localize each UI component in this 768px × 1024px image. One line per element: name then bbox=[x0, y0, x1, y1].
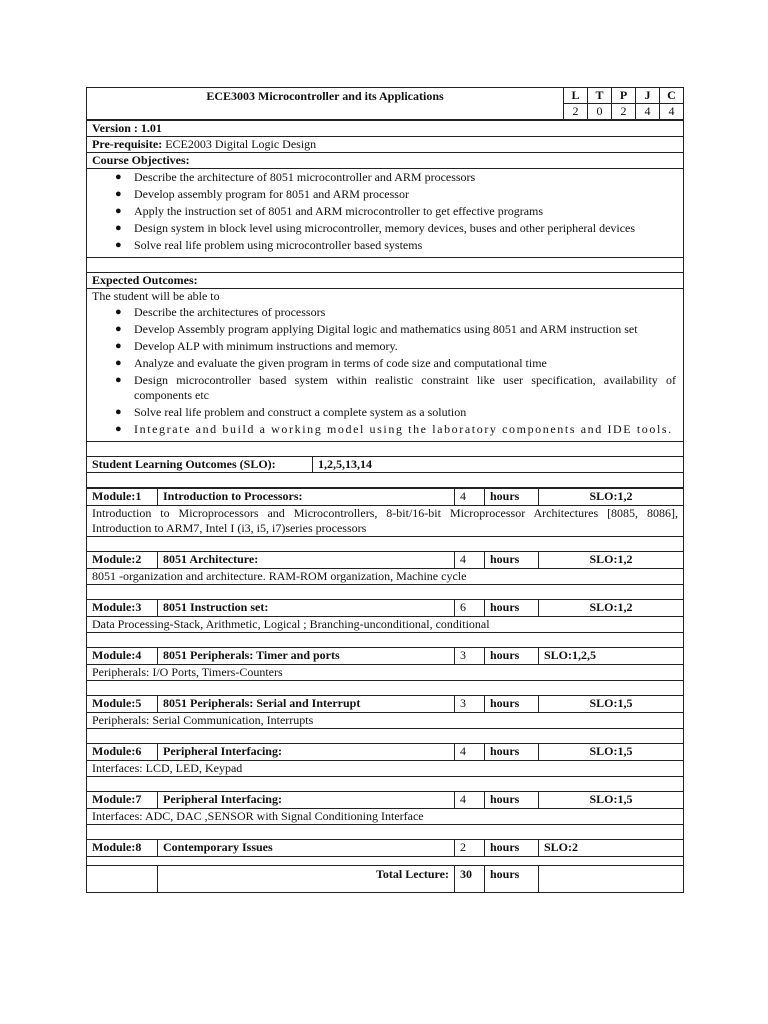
module-number: Module:7 bbox=[87, 792, 158, 809]
spacer-row bbox=[87, 473, 684, 488]
objective-item: ● Apply the instruction set of 8051 and ARM microcontroller to get effective programs bbox=[115, 204, 544, 218]
module-slo: SLO:1,5 bbox=[539, 696, 684, 713]
module-slo: SLO:1,2 bbox=[539, 600, 684, 617]
prerequisite-label: Pre-requisite: bbox=[92, 137, 163, 151]
total-lecture-hours-label: hours bbox=[485, 866, 539, 893]
module-number: Module:4 bbox=[87, 648, 158, 665]
course-title: ECE3003 Microcontroller and its Applications bbox=[87, 88, 564, 120]
outcome-item: ● Describe the architectures of processors bbox=[115, 305, 326, 319]
module-content: Interfaces: LCD, LED, Keypad bbox=[87, 761, 684, 777]
spacer-row bbox=[87, 585, 684, 600]
total-lecture-hours: 30 bbox=[455, 866, 485, 893]
objective-item: ● Describe the architecture of 8051 microcontroller and ARM processors bbox=[115, 170, 476, 184]
spacer-row bbox=[87, 537, 684, 552]
module-hours-label: hours bbox=[485, 552, 539, 569]
bullet-icon: ● bbox=[115, 340, 122, 352]
module-content: Data Processing-Stack, Arithmetic, Logical ; Branching-unconditional, conditional bbox=[87, 617, 684, 633]
module-hours: 2 bbox=[455, 840, 485, 857]
module-hours-label: hours bbox=[485, 648, 539, 665]
objective-item: ● Solve real life problem using microcontroller based systems bbox=[115, 238, 423, 252]
slo-label: Student Learning Outcomes (SLO): bbox=[87, 457, 313, 473]
ltpjc-header-c: C bbox=[660, 88, 684, 104]
course-header-table bbox=[86, 87, 684, 120]
module-title: Contemporary Issues bbox=[158, 840, 455, 857]
bullet-icon: ● bbox=[115, 323, 122, 335]
outcome-item: ● Analyze and evaluate the given program in terms of code size and computational time bbox=[115, 356, 547, 370]
spacer-row bbox=[87, 729, 684, 744]
outcome-item: ● Develop Assembly program applying Digital logic and mathematics using 8051 and ARM instruction set bbox=[115, 322, 638, 336]
ltpjc-header-l: L bbox=[564, 88, 588, 104]
outcomes-cell bbox=[87, 289, 684, 442]
module-title: 8051 Instruction set: bbox=[158, 600, 455, 617]
module-title: 8051 Peripherals: Timer and ports bbox=[158, 648, 455, 665]
ltpjc-header-t: T bbox=[588, 88, 612, 104]
outcomes-heading: Expected Outcomes: bbox=[87, 273, 684, 289]
prerequisite-row bbox=[87, 137, 684, 153]
module-row bbox=[87, 648, 684, 665]
module-hours-label: hours bbox=[485, 792, 539, 809]
module-row bbox=[87, 744, 684, 761]
module-title: Peripheral Interfacing: bbox=[158, 792, 455, 809]
module-slo: SLO:1,2,5 bbox=[539, 648, 684, 665]
module-content: Peripherals: I/O Ports, Timers-Counters bbox=[87, 665, 684, 681]
module-number: Module:8 bbox=[87, 840, 158, 857]
module-number: Module:2 bbox=[87, 552, 158, 569]
module-hours: 4 bbox=[455, 792, 485, 809]
objectives-list-cell bbox=[87, 169, 684, 258]
course-info-table bbox=[86, 120, 684, 488]
outcomes-list bbox=[92, 305, 678, 437]
prerequisite-value: ECE2003 Digital Logic Design bbox=[165, 137, 317, 151]
objective-item: ● Design system in block level using microcontroller, memory devices, buses and other peripheral devices bbox=[115, 221, 636, 235]
objective-item: ● Develop assembly program for 8051 and ARM processor bbox=[115, 187, 409, 201]
module-hours-label: hours bbox=[485, 840, 539, 857]
module-hours-label: hours bbox=[485, 696, 539, 713]
ltpjc-value-c: 4 bbox=[660, 104, 684, 120]
bullet-icon: ● bbox=[115, 222, 122, 234]
module-row bbox=[87, 792, 684, 809]
outcomes-intro: The student will be able to bbox=[92, 289, 220, 303]
ltpjc-header-p: P bbox=[612, 88, 636, 104]
module-title: 8051 Peripherals: Serial and Interrupt bbox=[158, 696, 455, 713]
outcome-item: ● Design microcontroller based system within realistic constraint like user specification, availability of components etc bbox=[115, 373, 677, 402]
spacer-row bbox=[87, 633, 684, 648]
module-content: Interfaces: ADC, DAC ,SENSOR with Signal Conditioning Interface bbox=[87, 809, 684, 825]
module-slo: SLO:2 bbox=[539, 840, 684, 857]
module-title: Introduction to Processors: bbox=[158, 489, 455, 506]
objectives-list bbox=[92, 170, 678, 253]
ltpjc-value-p: 2 bbox=[612, 104, 636, 120]
outcome-item: ● Develop ALP with minimum instructions and memory. bbox=[115, 339, 398, 353]
spacer-row bbox=[87, 681, 684, 696]
module-hours-label: hours bbox=[485, 744, 539, 761]
bullet-icon: ● bbox=[115, 374, 122, 386]
total-lecture-row bbox=[87, 866, 684, 893]
module-number: Module:3 bbox=[87, 600, 158, 617]
module-content: Introduction to Microprocessors and Microcontrollers, 8-bit/16-bit Microprocessor Architectures [8085, 8086], Introduction to ARM7, Intel I (i3, i5, i7)series processors bbox=[87, 506, 684, 537]
module-row bbox=[87, 600, 684, 617]
bullet-icon: ● bbox=[115, 171, 122, 183]
module-title: 8051 Architecture: bbox=[158, 552, 455, 569]
ltpjc-value-t: 0 bbox=[588, 104, 612, 120]
module-row bbox=[87, 552, 684, 569]
module-number: Module:5 bbox=[87, 696, 158, 713]
bullet-icon: ● bbox=[115, 239, 122, 251]
outcome-item: ● Integrate and build a working model using the laboratory components and IDE tools. bbox=[115, 422, 673, 436]
module-hours: 3 bbox=[455, 696, 485, 713]
module-row bbox=[87, 489, 684, 506]
module-slo: SLO:1,5 bbox=[539, 744, 684, 761]
module-hours: 4 bbox=[455, 552, 485, 569]
module-hours: 4 bbox=[455, 744, 485, 761]
module-content: Peripherals: Serial Communication, Interrupts bbox=[87, 713, 684, 729]
module-number: Module:6 bbox=[87, 744, 158, 761]
module-hours: 3 bbox=[455, 648, 485, 665]
module-slo: SLO:1,2 bbox=[539, 552, 684, 569]
modules-table bbox=[86, 488, 684, 893]
syllabus-page bbox=[86, 87, 683, 893]
ltpjc-header-j: J bbox=[636, 88, 660, 104]
module-row bbox=[87, 696, 684, 713]
module-hours-label: hours bbox=[485, 600, 539, 617]
bullet-icon: ● bbox=[115, 188, 122, 200]
module-hours-label: hours bbox=[485, 489, 539, 506]
spacer-row bbox=[87, 857, 684, 866]
spacer-row bbox=[87, 777, 684, 792]
version-label: Version : 1.01 bbox=[87, 121, 684, 137]
module-hours: 6 bbox=[455, 600, 485, 617]
slo-value: 1,2,5,13,14 bbox=[313, 457, 684, 473]
module-slo: SLO:1,5 bbox=[539, 792, 684, 809]
module-row bbox=[87, 840, 684, 857]
total-empty-cell bbox=[87, 866, 158, 893]
module-number: Module:1 bbox=[87, 489, 158, 506]
ltpjc-value-j: 4 bbox=[636, 104, 660, 120]
spacer-row bbox=[87, 825, 684, 840]
bullet-icon: ● bbox=[115, 423, 124, 435]
bullet-icon: ● bbox=[115, 205, 122, 217]
total-lecture-label: Total Lecture: bbox=[158, 866, 455, 893]
module-hours: 4 bbox=[455, 489, 485, 506]
spacer-row bbox=[87, 442, 684, 457]
bullet-icon: ● bbox=[115, 406, 122, 418]
bullet-icon: ● bbox=[115, 357, 122, 369]
total-empty-cell bbox=[539, 866, 684, 893]
bullet-icon: ● bbox=[115, 306, 122, 318]
objectives-heading: Course Objectives: bbox=[87, 153, 684, 169]
module-content: 8051 -organization and architecture. RAM-ROM organization, Machine cycle bbox=[87, 569, 684, 585]
module-title: Peripheral Interfacing: bbox=[158, 744, 455, 761]
spacer-row bbox=[87, 258, 684, 273]
ltpjc-value-l: 2 bbox=[564, 104, 588, 120]
module-slo: SLO:1,2 bbox=[539, 489, 684, 506]
outcome-item: ● Solve real life problem and construct a complete system as a solution bbox=[115, 405, 467, 419]
